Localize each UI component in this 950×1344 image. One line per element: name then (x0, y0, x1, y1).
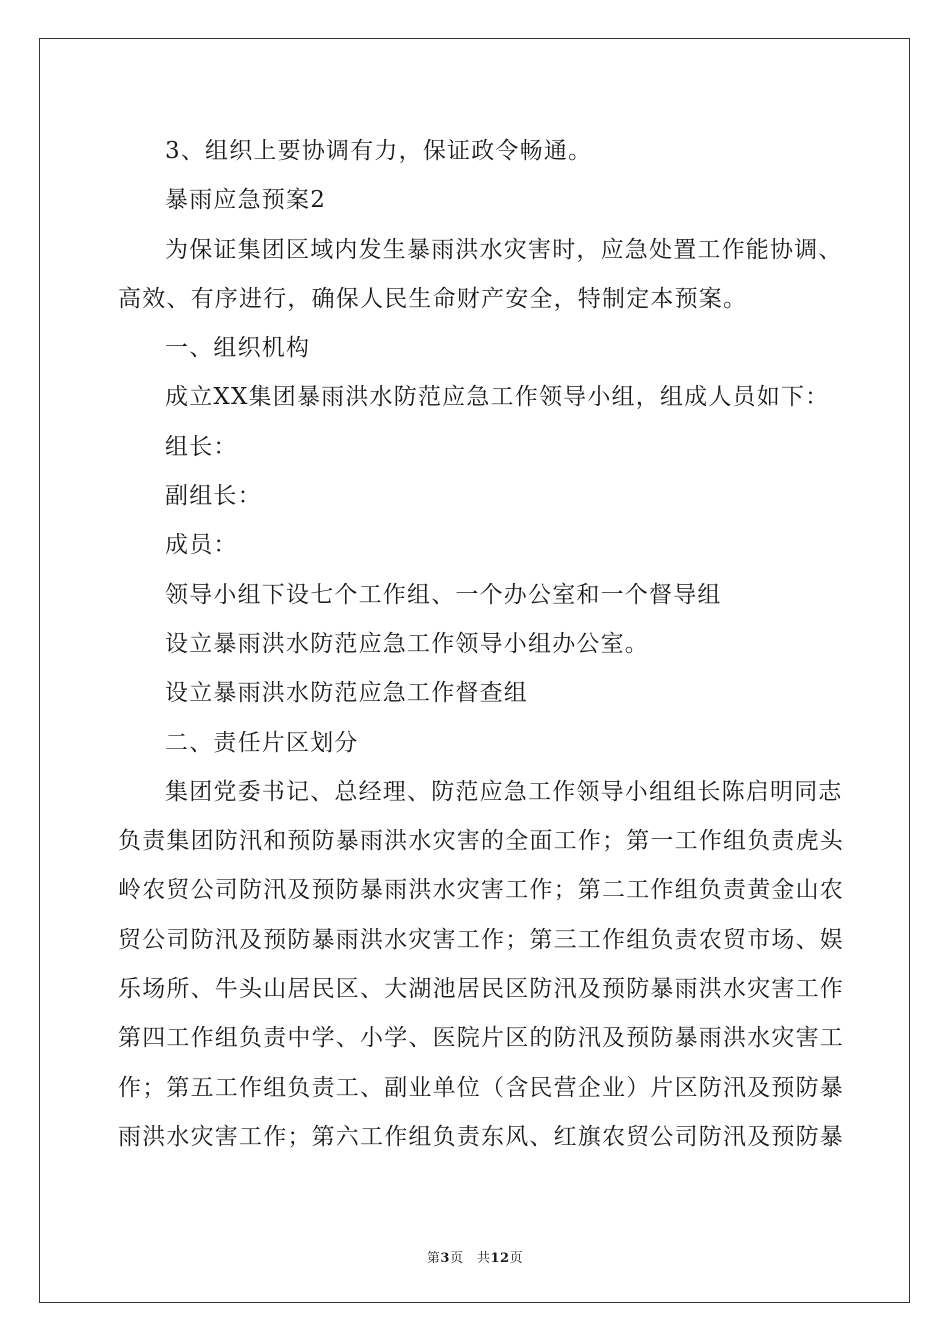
paragraph-line: 集团党委书记、总经理、防范应急工作领导小组组长陈启明同志 (165, 778, 843, 805)
paragraph-line: 乐场所、牛头山居民区、大湖池居民区防汛及预防暴雨洪水灾害工作 (118, 976, 844, 1003)
paragraph-line: 雨洪水灾害工作；第六工作组负责东风、红旗农贸公司防汛及预防暴 (118, 1123, 844, 1150)
paragraph-line: 成立XX集团暴雨洪水防范应急工作领导小组，组成人员如下： (165, 384, 830, 411)
paragraph-line: 岭农贸公司防汛及预防暴雨洪水灾害工作；第二工作组负责黄金山农 (118, 877, 844, 904)
page-mid: 页 共 (449, 1251, 491, 1266)
members-label: 成员： (165, 532, 238, 559)
paragraph-line: 贸公司防汛及预防暴雨洪水灾害工作；第三工作组负责农贸市场、娱 (118, 926, 844, 953)
paragraph-line: 设立暴雨洪水防范应急工作督查组 (165, 680, 528, 707)
heading-organization: 一、组织机构 (165, 335, 311, 362)
heading-responsibility: 二、责任片区划分 (165, 729, 359, 756)
document-body (118, 127, 844, 1162)
deputy-leader-label: 副组长： (165, 483, 262, 510)
page-prefix: 第 (426, 1251, 441, 1266)
paragraph-line: 3、组织上要协调有力，保证政令畅通。 (165, 138, 593, 164)
paragraph-line: 第四工作组负责中学、小学、医院片区的防汛及预防暴雨洪水灾害工 (118, 1025, 844, 1052)
paragraph-line: 为保证集团区域内发生暴雨洪水灾害时，应急处置工作能协调、 (165, 236, 843, 263)
paragraph-line: 高效、有序进行，确保人民生命财产安全，特制定本预案。 (118, 285, 748, 312)
page-suffix: 页 (509, 1251, 524, 1266)
paragraph-line: 作；第五工作组负责工、副业单位（含民营企业）片区防汛及预防暴 (118, 1074, 844, 1101)
page-total: 12 (490, 1251, 510, 1266)
paragraph-line: 领导小组下设七个工作组、一个办公室和一个督导组 (165, 581, 722, 608)
paragraph-line: 设立暴雨洪水防范应急工作领导小组办公室。 (165, 630, 649, 657)
section-title: 暴雨应急预案2 (165, 187, 327, 214)
paragraph-line: 负责集团防汛和预防暴雨洪水灾害的全面工作；第一工作组负责虎头 (118, 828, 844, 855)
page-footer (0, 1247, 950, 1266)
page-current: 3 (440, 1251, 450, 1266)
leader-label: 组长： (165, 433, 238, 460)
